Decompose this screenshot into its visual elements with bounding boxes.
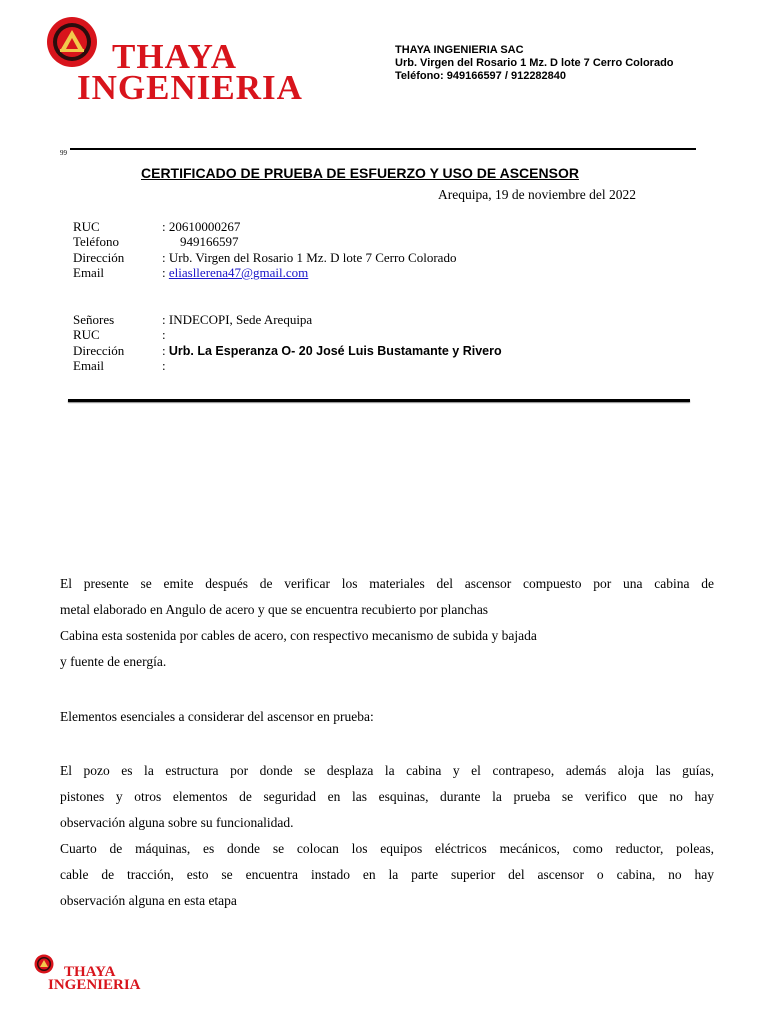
recipient-address-row [162,343,502,359]
paragraph-pit-and-machine-room [60,758,714,914]
logo-line-2: INGENIERIA [77,68,303,107]
recipient-address-value: Urb. La Esperanza O- 20 José Luis Bustamante y Rivero [168,344,502,358]
issuer-phone-value: 949166597 [180,234,239,249]
recipient-name-label: Señores [73,312,115,327]
paragraph-line: El presente se emite después de verificar los materiales del ascensor compuesto por una cabina de [60,576,714,591]
logo-seal-icon [46,16,98,68]
recipient-ruc-value: : [162,327,166,342]
issuer-phone-label: Teléfono [73,234,120,249]
footer-logo-line-2: INGENIERIA [48,977,141,993]
footer-logo-seal-icon [34,954,54,974]
issuer-email-row [162,265,308,280]
paragraph-line: El pozo es la estructura por donde se desplaza la cabina y el contrapeso, además aloja las guías, [60,763,714,778]
issuer-ruc-value: : 20610000267 [162,219,241,234]
paragraph-line: Elementos esenciales a considerar del ascensor en prueba: [60,709,374,724]
company-name: THAYA INGENIERIA SAC [395,44,524,56]
header-logo [44,14,314,106]
paragraph-line: observación alguna sobre su funcionalidad. [60,815,294,830]
page-marker: 99 [60,149,67,157]
paragraph-line: y fuente de energía. [60,654,167,669]
company-phone: Teléfono: 949166597 / 912282840 [395,70,567,82]
recipient-name-value: : INDECOPI, Sede Arequipa [162,312,313,327]
paragraph-line: pistones y otros elementos de seguridad en las esquinas, durante la prueba se verifico que no hay [60,789,714,804]
recipient-email-label: Email [73,358,105,373]
issuer-address-value: : Urb. Virgen del Rosario 1 Mz. D lote 7 Cerro Colorado [162,250,457,265]
recipient-email-value: : [162,358,166,373]
footer-logo-line-1: THAYA [64,964,116,980]
issuer-ruc-label: RUC [73,219,100,234]
issuer-email-label: Email [73,265,105,280]
paragraph-line: Cabina esta sostenida por cables de acero, con respectivo mecanismo de subida y bajada [60,628,537,643]
recipient-address-prefix: : [162,343,166,358]
paragraph-line: cable de tracción, esto se encuentra instado en la parte superior del ascensor o cabina, no hay [60,867,714,882]
issuer-email-prefix: : [162,265,166,280]
paragraph-line: Cuarto de máquinas, es donde se colocan los equipos eléctricos mecánicos, como reductor, poleas, [60,841,714,856]
footer-logo [34,950,164,1000]
header-bottom-divider [68,399,690,402]
paragraph-line: metal elaborado en Angulo de acero y que se encuentra recubierto por planchas [60,602,489,617]
issuer-email-link[interactable]: eliasllerena47@gmail.com [168,265,309,280]
recipient-ruc-label: RUC [73,327,100,342]
paragraph-elements-intro [60,704,714,730]
issuer-address-label: Dirección [73,250,125,265]
paragraph-materials [60,571,714,675]
document-date: Arequipa, 19 de noviembre del 2022 [438,187,636,202]
logo-line-1: THAYA [112,37,237,76]
paragraph-line: observación alguna en esta etapa [60,893,237,908]
recipient-address-label: Dirección [73,343,125,358]
company-address: Urb. Virgen del Rosario 1 Mz. D lote 7 Cerro Colorado [395,57,674,69]
top-divider [70,148,696,150]
document-title: CERTIFICADO DE PRUEBA DE ESFUERZO Y USO DE ASCENSOR [141,165,579,181]
